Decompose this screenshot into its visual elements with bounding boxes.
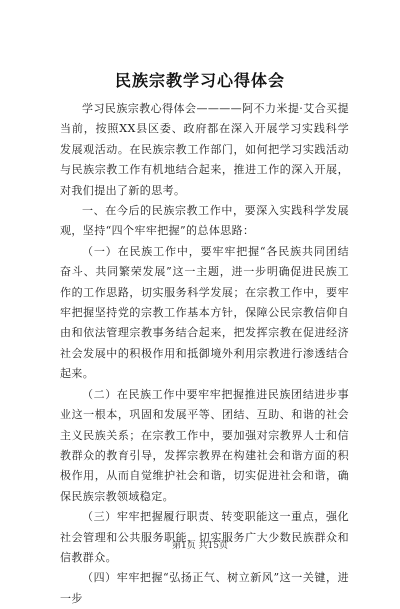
paragraph-item-two: （二）在民族工作中要牢牢把握推进民族团结进步事业这一根本，巩固和发展平等、团结、互助、和谐的社会主义民族关系；在宗教工作中，要加强对宗教界人士和信教群众的教育引导，发挥宗教界在构建社会和谐方面的积极作用，从而自觉维护社会和谐，切实促进社会和谐，确保民族宗教领域稳定。	[60, 387, 349, 503]
paragraph-item-one: （一）在民族工作中，要牢牢把握“各民族共同团结奋斗、共同繁荣发展”这一主题，进一步明确促进民族工作的工作思路，切实服务科学发展；在宗教工作中，要牢牢把握坚持党的宗教工作基本方针，保障公民宗教信仰自由和依法管理宗教事务结合起来，把发挥宗教在促进经济社会发展中的积极作用和抵御境外利用宗教进行渗透结合起来。	[60, 244, 349, 381]
paragraph-section-one: 一、在今后的民族宗教工作中，要深入实践科学发展观，坚持“四个牢牢把握”的总体思路：	[60, 204, 349, 238]
page-number: 第1页 共15页	[171, 541, 229, 551]
paragraph-intro: 学习民族宗教心得体会————阿不力米提·艾合买提当前，按照XX县区委、政府都在深入开展学习实践科学发展观活动。在民族宗教工作部门，如何把学习实践活动与民族宗教工作有机地结合起来，推进工作的深入开展，对我们提出了新的思考。	[60, 102, 349, 197]
document-title: 民族宗教学习心得体会	[114, 71, 285, 90]
paragraph-item-three: （三）牢牢把握履行职责、转变职能这一重点，强化社会管理和公共服务职能，切实服务广大少数民族群众和信教群众。	[60, 510, 349, 564]
document-body	[60, 99, 349, 609]
paragraph-item-four: （四）牢牢把握“弘扬正气、树立新风”这一关键，进一步	[60, 571, 349, 605]
